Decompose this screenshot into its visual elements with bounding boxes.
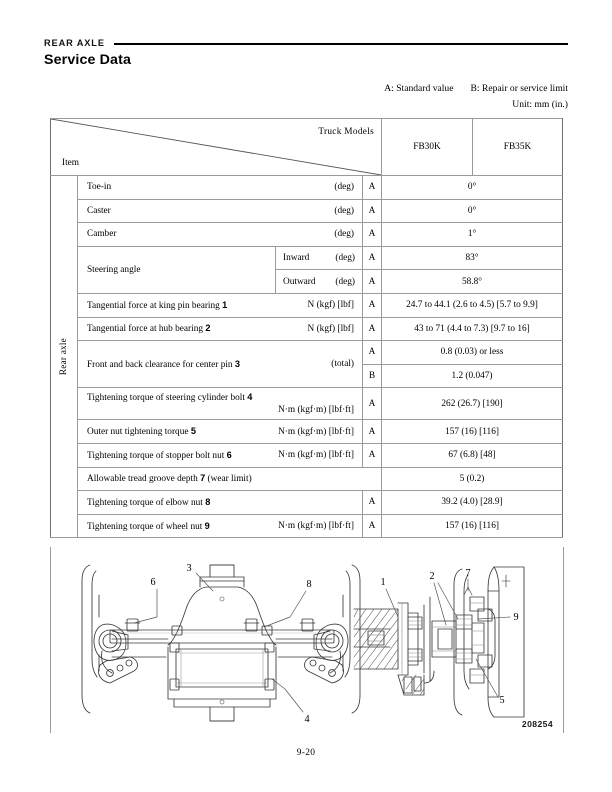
row-ab-marker: A xyxy=(363,223,382,247)
row-ab-marker: A xyxy=(363,420,382,444)
item-unit: (deg) xyxy=(334,205,354,216)
table-row xyxy=(51,388,563,420)
item-unit: N (kgf) [lbf] xyxy=(307,300,354,311)
row-ab-marker: A xyxy=(363,491,382,515)
row-value: 67 (6.8) [48] xyxy=(382,443,563,467)
row-item-stopper-bolt-nut-torque xyxy=(78,443,363,467)
row-item-steering-angle xyxy=(78,246,276,293)
item-unit: (deg) xyxy=(334,182,354,193)
item-callout-number: 7 xyxy=(200,473,206,484)
row-value: 0° xyxy=(382,199,563,223)
row-item-tread-groove-depth xyxy=(78,467,382,491)
subitem-name: Outward xyxy=(283,276,316,287)
service-data-table xyxy=(50,118,563,538)
running-header-rule xyxy=(114,43,568,45)
table-row xyxy=(51,176,563,200)
item-unit: N·m (kgf·m) [lbf·ft] xyxy=(278,521,354,532)
page-title: Service Data xyxy=(44,52,131,68)
header-item-label: Item xyxy=(62,158,80,168)
item-unit: N·m (kgf·m) [lbf·ft] xyxy=(278,405,354,416)
row-value: 58.8° xyxy=(382,270,563,294)
row-value: 157 (16) [116] xyxy=(382,420,563,444)
callout-4: 4 xyxy=(304,714,310,725)
item-callout-number: 9 xyxy=(204,520,210,531)
rear-axle-assembly-drawing xyxy=(50,547,562,733)
callout-9: 9 xyxy=(513,612,519,623)
item-name: Outer nut tightening torque xyxy=(87,427,189,438)
table-row xyxy=(51,199,563,223)
row-ab-marker: A xyxy=(363,293,382,317)
group-label-rear-axle xyxy=(51,176,78,538)
row-ab-marker: A xyxy=(363,388,382,420)
row-subitem-outward xyxy=(276,270,363,294)
row-item-elbow-nut-torque xyxy=(78,491,363,515)
row-value: 43 to 71 (4.4 to 7.3) [9.7 to 16] xyxy=(382,317,563,341)
header-model-fb35k: FB35K xyxy=(473,119,563,176)
header-diagonal-cell xyxy=(51,119,382,176)
row-value: 262 (26.7) [190] xyxy=(382,388,563,420)
subitem-unit: (deg) xyxy=(335,253,355,264)
item-name: Tightening torque of elbow nut xyxy=(87,497,203,508)
row-ab-marker: A xyxy=(363,246,382,270)
row-item-king-pin-bearing xyxy=(78,293,363,317)
row-value: 157 (16) [116] xyxy=(382,514,563,538)
table-row xyxy=(51,293,563,317)
row-item-wheel-nut-torque xyxy=(78,514,363,538)
row-value: 5 (0.2) xyxy=(382,467,563,491)
header-model-fb30k: FB30K xyxy=(382,119,473,176)
row-subitem-inward xyxy=(276,246,363,270)
legend-key-b: B: Repair or service limit xyxy=(470,83,568,94)
item-name: Tightening torque of wheel nut xyxy=(87,521,203,532)
row-item-hub-bearing xyxy=(78,317,363,341)
row-ab-marker: A xyxy=(363,317,382,341)
row-ab-marker: A xyxy=(363,341,382,365)
row-item-outer-nut-torque xyxy=(78,420,363,444)
table-row xyxy=(51,341,563,365)
callout-2: 2 xyxy=(429,571,435,582)
figure-container xyxy=(50,547,562,733)
running-header-label: REAR AXLE xyxy=(44,38,105,48)
row-value: 1° xyxy=(382,223,563,247)
item-unit: N·m (kgf·m) [lbf·ft] xyxy=(278,426,354,437)
group-label-text: Rear axle xyxy=(59,338,69,376)
item-callout-number: 2 xyxy=(205,323,211,334)
table-row xyxy=(51,317,563,341)
item-callout-number: 8 xyxy=(205,496,211,507)
callout-1: 1 xyxy=(380,577,386,588)
item-unit: N·m (kgf·m) [lbf·ft] xyxy=(278,450,354,461)
row-ab-marker: A xyxy=(363,176,382,200)
table-row xyxy=(51,514,563,538)
callout-5: 5 xyxy=(499,695,505,706)
legend-keys xyxy=(44,83,568,94)
row-value: 1.2 (0.047) xyxy=(382,364,563,388)
item-name: Camber xyxy=(87,229,117,240)
subitem-unit: (deg) xyxy=(335,276,355,287)
row-value: 39.2 (4.0) [28.9] xyxy=(382,491,563,515)
callout-8: 8 xyxy=(306,579,312,590)
table-row xyxy=(51,491,563,515)
row-item-center-pin-clearance xyxy=(78,341,363,388)
item-callout-number: 1 xyxy=(222,299,228,310)
callout-6: 6 xyxy=(150,577,156,588)
table-row xyxy=(51,223,563,247)
row-item-toe-in xyxy=(78,176,363,200)
header-models-label: Truck Models xyxy=(318,127,374,137)
item-callout-number: 5 xyxy=(190,426,196,437)
item-unit: (deg) xyxy=(334,229,354,240)
row-value: 83° xyxy=(382,246,563,270)
row-value: 0.8 (0.03) or less xyxy=(382,341,563,365)
row-item-camber xyxy=(78,223,363,247)
item-name: Tightening torque of stopper bolt nut xyxy=(87,450,225,461)
row-value: 24.7 to 44.1 (2.6 to 4.5) [5.7 to 9.9] xyxy=(382,293,563,317)
running-header xyxy=(44,34,568,52)
callout-7: 7 xyxy=(465,568,471,579)
item-name: Caster xyxy=(87,205,111,216)
item-name: Toe-in xyxy=(87,182,112,193)
table-row xyxy=(51,420,563,444)
legend-unit: Unit: mm (in.) xyxy=(512,99,568,110)
table-header-row xyxy=(51,119,563,176)
row-value: 0° xyxy=(382,176,563,200)
legend-key-a: A: Standard value xyxy=(384,83,454,94)
row-item-steering-cylinder-bolt xyxy=(78,388,363,420)
item-name: Tangential force at king pin bearing xyxy=(87,300,220,311)
row-ab-marker: A xyxy=(363,443,382,467)
row-ab-marker: A xyxy=(363,514,382,538)
item-unit: (total) xyxy=(331,359,354,370)
table-row xyxy=(51,443,563,467)
item-name: Steering angle xyxy=(87,264,141,275)
row-ab-marker: A xyxy=(363,270,382,294)
item-unit: N (kgf) [lbf] xyxy=(307,323,354,334)
item-callout-number: 4 xyxy=(247,392,253,403)
rear-axle-top-view xyxy=(82,565,360,721)
item-name: Allowable tread groove depth xyxy=(87,474,198,485)
row-ab-marker: A xyxy=(363,199,382,223)
page-number: 9-20 xyxy=(296,748,316,758)
item-callout-number: 3 xyxy=(234,358,241,369)
item-name: Front and back clearance for center pin xyxy=(87,359,233,370)
item-callout-number: 6 xyxy=(226,449,232,460)
item-unit: (wear limit) xyxy=(207,474,252,485)
callout-3: 3 xyxy=(186,563,192,574)
table-row xyxy=(51,246,563,270)
item-name: Tangential force at hub bearing xyxy=(87,324,204,335)
row-ab-marker: B xyxy=(363,364,382,388)
subitem-name: Inward xyxy=(283,253,310,264)
figure-number: 208254 xyxy=(521,719,553,729)
item-name: Tightening torque of steering cylinder bolt xyxy=(87,393,245,404)
table-row xyxy=(51,467,563,491)
row-item-caster xyxy=(78,199,363,223)
